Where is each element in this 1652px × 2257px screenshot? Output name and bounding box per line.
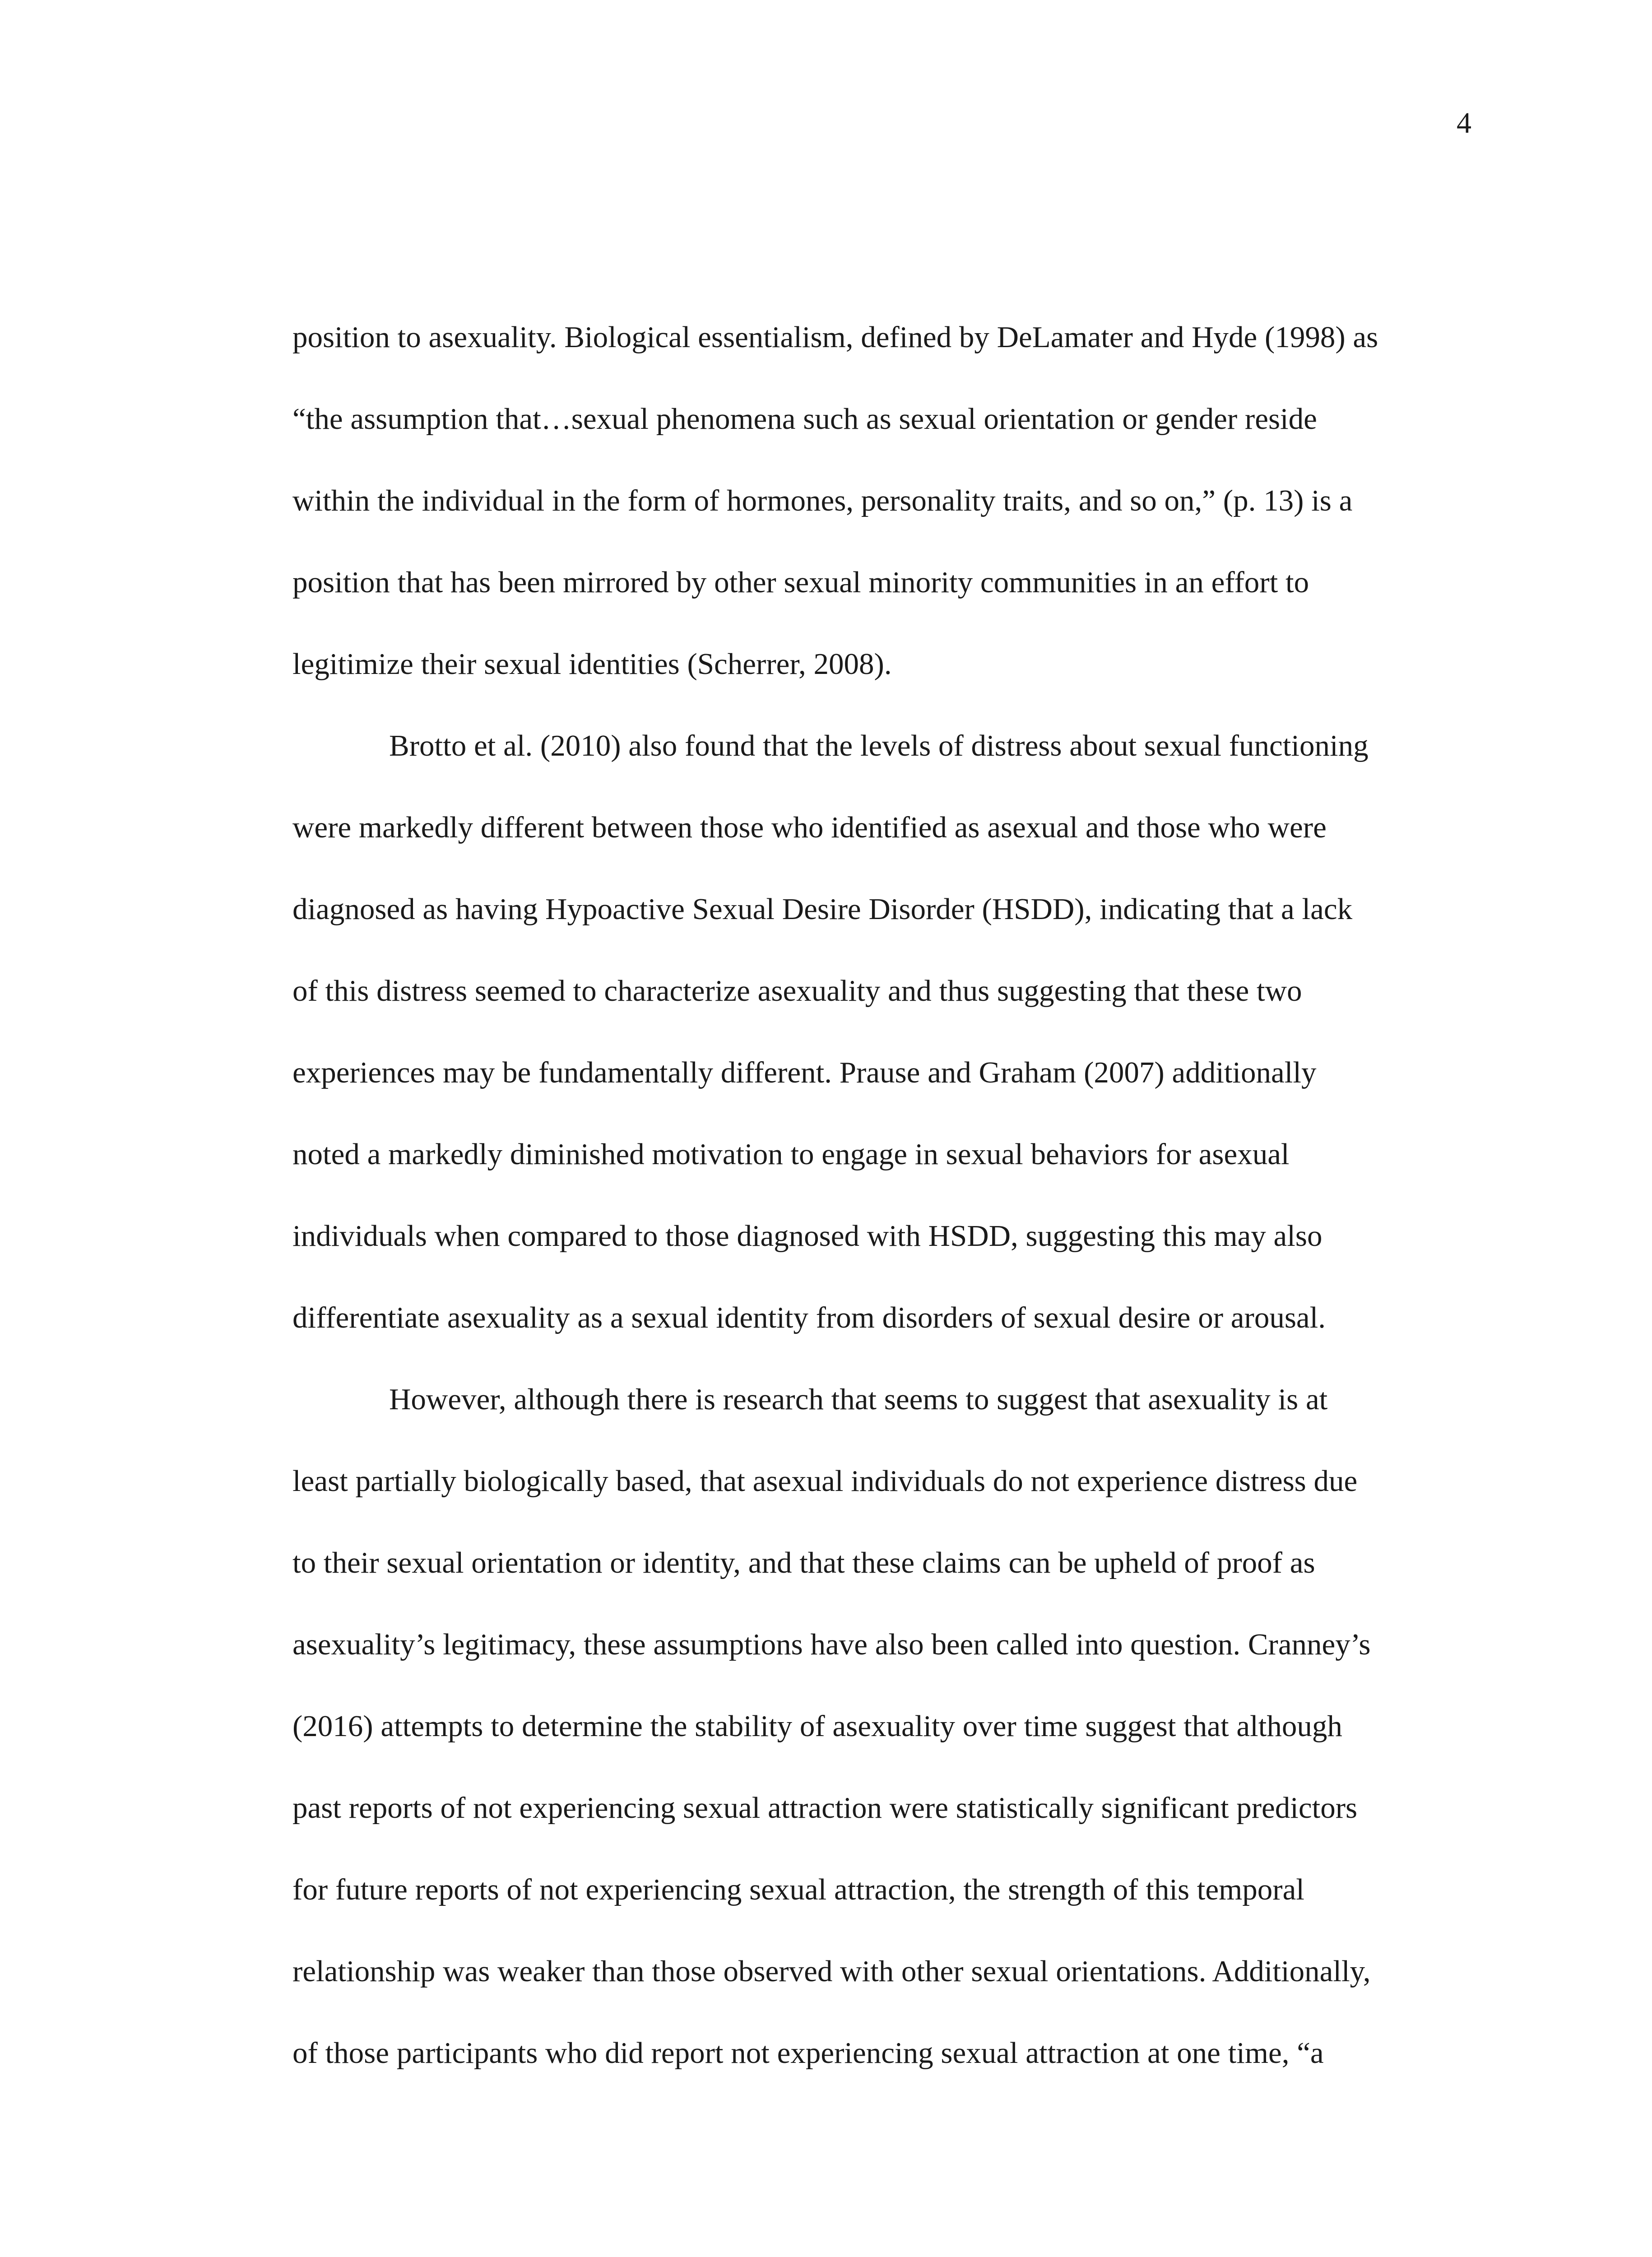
- text-line: past reports of not experiencing sexual attraction were statistically significant predictors: [292, 1791, 1358, 1825]
- text-line: least partially biologically based, that asexual individuals do not experience distress due: [292, 1464, 1358, 1498]
- text-line: differentiate asexuality as a sexual identity from disorders of sexual desire or arousal.: [292, 1301, 1326, 1334]
- text-line: to their sexual orientation or identity, and that these claims can be upheld of proof as: [292, 1546, 1315, 1579]
- text-line: individuals when compared to those diagnosed with HSDD, suggesting this may also: [292, 1219, 1323, 1253]
- text-line: legitimize their sexual identities (Scherrer, 2008).: [292, 647, 892, 681]
- body-text: [292, 297, 1466, 2094]
- text-line: noted a markedly diminished motivation to engage in sexual behaviors for asexual: [292, 1138, 1290, 1171]
- text-line: were markedly different between those who identified as asexual and those who were: [292, 811, 1327, 844]
- page-number: 4: [1457, 107, 1471, 139]
- text-line: of those participants who did report not experiencing sexual attraction at one time, “a: [292, 2036, 1324, 2070]
- text-line: within the individual in the form of hormones, personality traits, and so on,” (p. 13) is a: [292, 484, 1353, 517]
- text-line: experiences may be fundamentally different. Prause and Graham (2007) additionally: [292, 1056, 1317, 1089]
- text-line: position that has been mirrored by other sexual minority communities in an effort to: [292, 566, 1309, 599]
- text-line: asexuality’s legitimacy, these assumptions have also been called into question. Cranney’s: [292, 1628, 1371, 1661]
- paragraph-start-line: Brotto et al. (2010) also found that the levels of distress about sexual functioning: [389, 729, 1369, 762]
- text-line: diagnosed as having Hypoactive Sexual Desire Disorder (HSDD), indicating that a lack: [292, 892, 1353, 926]
- text-line: (2016) attempts to determine the stability of asexuality over time suggest that although: [292, 1709, 1342, 1743]
- paragraph-start-line: However, although there is research that seems to suggest that asexuality is at: [389, 1383, 1328, 1416]
- text-line: relationship was weaker than those observed with other sexual orientations. Additionally,: [292, 1955, 1371, 1988]
- text-line: for future reports of not experiencing sexual attraction, the strength of this temporal: [292, 1873, 1304, 1906]
- text-line: position to asexuality. Biological essentialism, defined by DeLamater and Hyde (1998) as: [292, 320, 1378, 354]
- text-line: of this distress seemed to characterize asexuality and thus suggesting that these two: [292, 974, 1302, 1008]
- text-line: “the assumption that…sexual phenomena such as sexual orientation or gender reside: [292, 402, 1317, 436]
